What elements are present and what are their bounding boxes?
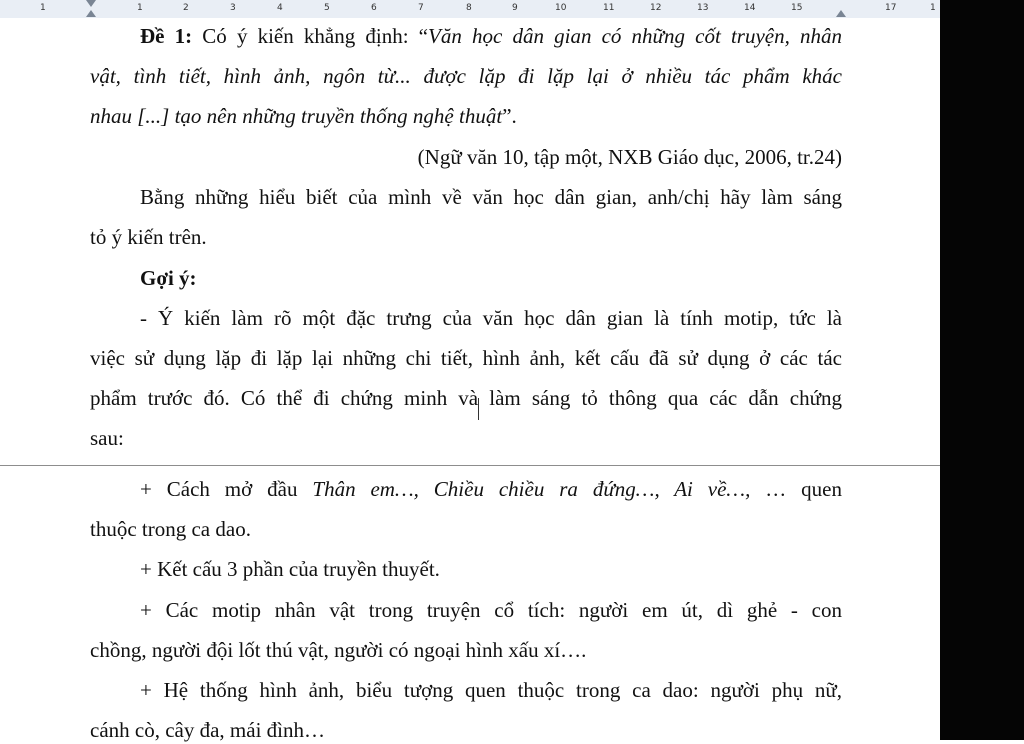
paragraph-1-line-2: [90, 62, 842, 90]
ruler-tick: 1: [137, 3, 143, 13]
ruler-tick: 9: [512, 3, 518, 13]
bullet-1-line-2: thuộc trong ca dao.: [90, 517, 251, 541]
italic-run: Văn học dân gian có những cốt truyện, nhân: [428, 24, 843, 48]
paragraph-1-line-3: [90, 102, 842, 130]
horizontal-ruler[interactable]: [0, 0, 940, 19]
ruler-tick: 15: [791, 3, 803, 13]
ruler-tick: 4: [277, 3, 283, 13]
paragraph-2-line-1: Bằng những hiểu biết của mình về văn học dân gian, anh/chị hãy làm sáng: [140, 185, 842, 209]
left-indent-marker[interactable]: [86, 10, 96, 17]
ruler-tick: 13: [697, 3, 709, 13]
ruler-tick: 1: [40, 3, 46, 13]
ruler-tick: 6: [371, 3, 377, 13]
italic-run: nhau [...] tạo nên những truyền thống nghệ thuật: [90, 104, 503, 128]
ruler-tick: 11: [603, 3, 615, 13]
bullet-4-line-2: cánh cò, cây đa, mái đình…: [90, 718, 325, 742]
paragraph-3-line-4: sau:: [90, 426, 124, 450]
bullet-3-line-1: + Các motip nhân vật trong truyện cổ tích: người em út, dì ghẻ - con: [140, 598, 842, 622]
ruler-tick: 3: [230, 3, 236, 13]
right-indent-marker[interactable]: [836, 10, 846, 17]
page-break-line: [0, 465, 940, 466]
ruler-tick: 2: [183, 3, 189, 13]
italic-run: Thân em…, Chiều chiều ra đứng…, Ai về…,: [312, 477, 751, 501]
hint-label: Gợi ý:: [140, 266, 197, 290]
bullet-2: + Kết cấu 3 phần của truyền thuyết.: [140, 557, 440, 581]
text-run: … quen: [750, 477, 842, 501]
ruler-tick: 8: [466, 3, 472, 13]
document-page[interactable]: [0, 18, 940, 740]
ruler-tick: 5: [324, 3, 330, 13]
citation: (Ngữ văn 10, tập một, NXB Giáo dục, 2006, tr.24): [417, 145, 842, 169]
ruler-tick: 17: [885, 3, 897, 13]
paragraph-3-line-3: phẩm trước đó. Có thể đi chứng minh và làm sáng tỏ thông qua các dẫn chứng: [90, 386, 842, 410]
ruler-tick: 14: [744, 3, 756, 13]
italic-run: vật, tình tiết, hình ảnh, ngôn từ... được lặp đi lặp lại ở nhiều tác phẩm khác: [90, 64, 842, 88]
paragraph-3-line-2: việc sử dụng lặp đi lặp lại những chi tiết, hình ảnh, kết cấu đã sử dụng ở các tác: [90, 346, 842, 370]
bullet-4-line-1: + Hệ thống hình ảnh, biểu tượng quen thuộc trong ca dao: người phụ nữ,: [140, 678, 842, 702]
hint-heading: [140, 264, 842, 292]
text-cursor-icon: [478, 398, 483, 420]
text-run: + Cách mở đầu: [140, 477, 313, 501]
ruler-tick: 10: [555, 3, 567, 13]
paragraph-3-line-1: - Ý kiến làm rõ một đặc trưng của văn học dân gian là tính motip, tức là: [140, 306, 842, 330]
paragraph-1-line-1: [140, 22, 842, 50]
bullet-3-line-2: chồng, người đội lốt thú vật, người có ngoại hình xấu xí….: [90, 638, 587, 662]
first-line-indent-marker[interactable]: [86, 0, 96, 7]
text-run: Có ý kiến khẳng định: “: [192, 24, 429, 48]
ruler-tick: 7: [418, 3, 424, 13]
de-label: Đề 1:: [140, 24, 193, 48]
bullet-1-line-1: [140, 475, 842, 503]
paragraph-2-line-2: tỏ ý kiến trên.: [90, 225, 207, 249]
ruler-tick: 1: [930, 3, 936, 13]
ruler-tick: 12: [650, 3, 662, 13]
text-run: ”.: [502, 104, 517, 128]
window-edge-dark: [940, 0, 1024, 740]
